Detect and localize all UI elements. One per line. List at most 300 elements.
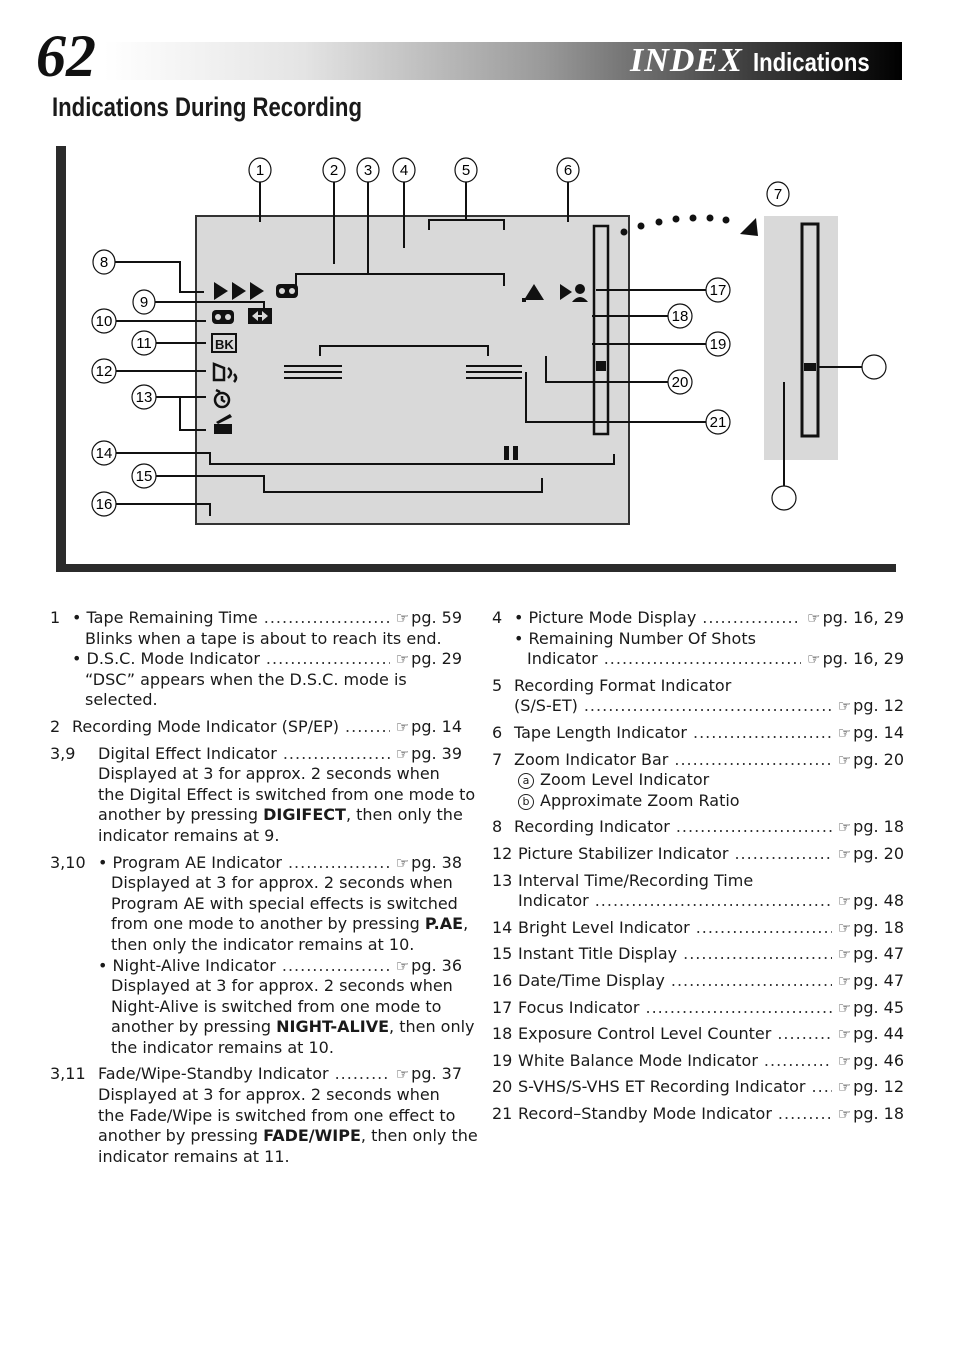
dot-leader	[676, 817, 832, 838]
dot-leader	[671, 971, 832, 992]
pointing-hand-icon: ☞	[837, 1078, 852, 1097]
page-reference	[836, 998, 904, 1019]
entry-text-main: indicator remains at 11.	[98, 1146, 290, 1166]
svg-text:20: 20	[671, 374, 689, 391]
entry-line	[50, 670, 462, 691]
entry-text-after: , then only the	[360, 1126, 478, 1146]
entry-text	[72, 649, 260, 670]
button-name: DIGIFECT	[263, 805, 346, 825]
header-band	[104, 42, 902, 80]
pointing-hand-icon: ☞	[807, 609, 821, 627]
indications-figure	[56, 146, 896, 574]
entry-line	[492, 944, 904, 965]
page-reference-text: pg. 47	[853, 944, 904, 964]
dot-leader	[288, 853, 390, 874]
entry-number: 6	[492, 722, 503, 742]
entry-text-main: selected.	[85, 690, 158, 710]
entry-text-main: Night-Alive is switched from one mode to	[111, 996, 442, 1016]
callout-b	[772, 486, 796, 510]
page-reference	[805, 649, 904, 670]
pointing-hand-icon: ☞	[837, 892, 852, 911]
dot-leader	[604, 649, 801, 670]
dot-leader	[282, 956, 390, 977]
entry-number: 3,11	[50, 1064, 86, 1084]
entry-text	[518, 1051, 758, 1072]
entry-line	[492, 998, 904, 1019]
entry-text-main: another by pressing	[111, 1017, 277, 1037]
entry-text-main: Record–Standby Mode Indicator	[518, 1103, 772, 1123]
svg-text:7: 7	[773, 186, 783, 203]
pointing-hand-icon: ☞	[807, 650, 821, 669]
page-reference	[836, 891, 904, 912]
entry-number: 5	[492, 675, 503, 695]
callout-13	[132, 385, 156, 409]
entry-line	[492, 1104, 904, 1125]
entry-text	[518, 1024, 771, 1045]
page-reference	[394, 608, 462, 629]
entry-number: 19	[492, 1050, 513, 1070]
entry-number: 7	[492, 749, 503, 769]
page-reference	[394, 744, 462, 765]
entry-text-main: • Tape Remaining Time	[72, 608, 258, 627]
page-reference	[836, 1051, 904, 1072]
entry-line	[50, 764, 462, 785]
dot-leader	[345, 717, 390, 738]
callout-7	[767, 182, 789, 206]
index-entry	[50, 608, 462, 711]
dot-leader	[674, 750, 831, 771]
viewfinder-diagram	[56, 146, 896, 574]
page-reference	[394, 853, 462, 874]
page-reference	[394, 1064, 462, 1085]
entry-number: 12	[492, 843, 513, 863]
entry-text-main: • Night-Alive Indicator	[98, 955, 276, 975]
entry-text-main: “DSC” appears when the D.S.C. mode is	[85, 669, 407, 689]
entry-text	[518, 1104, 772, 1125]
owl-face-icon	[276, 284, 298, 298]
entry-line	[492, 844, 904, 865]
callout-9	[133, 290, 155, 314]
page-reference-text: pg. 12	[853, 1077, 904, 1097]
page-reference-text: pg. 20	[853, 749, 904, 769]
page-reference-text: pg. 16, 29	[822, 649, 904, 669]
svg-text:12: 12	[95, 363, 113, 380]
index-entry	[492, 1051, 904, 1072]
entry-text	[514, 817, 670, 838]
entry-line	[50, 690, 462, 711]
entry-number: 3,9	[50, 743, 76, 763]
svg-text:16: 16	[95, 496, 113, 513]
entry-line	[50, 853, 462, 874]
index-entry	[492, 723, 904, 744]
callout-16	[92, 492, 116, 516]
svg-text:19: 19	[709, 336, 727, 353]
entry-line	[492, 608, 904, 629]
mini-zoom-level	[596, 361, 606, 371]
entry-text	[514, 723, 687, 744]
page-reference-text: pg. 59	[411, 608, 462, 627]
entry-text-main: Displayed at 3 for approx. 2 seconds when	[111, 873, 453, 893]
svg-text:11: 11	[136, 335, 152, 352]
page-reference-text: pg. 38	[411, 852, 462, 872]
zoom-level-indicator	[804, 363, 816, 371]
entry-text-main: Digital Effect Indicator	[98, 743, 277, 763]
index-entry	[492, 971, 904, 992]
entry-text-main: Focus Indicator	[518, 997, 640, 1017]
page-reference-text: pg. 14	[411, 716, 462, 736]
entry-number: 14	[492, 917, 513, 937]
dot-leader	[584, 696, 832, 717]
page-reference-text: pg. 14	[853, 722, 904, 742]
entry-text	[85, 670, 407, 691]
callout-21	[706, 410, 730, 434]
entry-text	[98, 826, 279, 847]
entry-text-main: • D.S.C. Mode Indicator	[72, 649, 260, 669]
entry-text	[518, 891, 589, 912]
entry-line	[492, 1077, 904, 1098]
entry-line	[50, 956, 462, 977]
entry-line	[50, 1147, 462, 1168]
section-title: Indications During Recording	[52, 92, 362, 122]
pointing-hand-icon: ☞	[837, 1051, 852, 1070]
entry-line	[50, 976, 462, 997]
dot-leader	[283, 744, 390, 765]
pointing-hand-icon: ☞	[837, 723, 852, 742]
entry-text	[98, 956, 276, 977]
callout-14	[92, 441, 116, 465]
entry-text	[111, 1017, 475, 1038]
entry-text	[85, 629, 442, 650]
entry-line	[492, 791, 904, 812]
svg-text:4: 4	[399, 162, 409, 179]
pointing-hand-icon: ☞	[395, 717, 410, 736]
entry-text	[85, 690, 158, 711]
figure-bottom-border	[56, 564, 896, 572]
dotted-arrow	[621, 215, 759, 237]
entry-number: 18	[492, 1024, 513, 1044]
pointing-hand-icon: ☞	[837, 918, 852, 937]
entry-line	[50, 1017, 475, 1038]
entry-number: 15	[492, 944, 513, 964]
entry-text-main: Instant Title Display	[518, 944, 678, 964]
page-reference-text: pg. 47	[853, 970, 904, 990]
entry-text	[518, 971, 665, 992]
entry-number: 16	[492, 970, 513, 990]
pointing-hand-icon: ☞	[837, 697, 852, 716]
callout-18	[668, 304, 692, 328]
svg-text:17: 17	[709, 282, 727, 299]
page-reference	[836, 971, 904, 992]
entry-number: 13	[492, 870, 513, 890]
dot-leader	[764, 1051, 832, 1072]
svg-text:6: 6	[563, 162, 573, 179]
index-entry	[492, 944, 904, 965]
page-reference-text: pg. 46	[853, 1050, 904, 1070]
entry-line	[492, 676, 904, 697]
index-entry	[492, 918, 904, 939]
entry-text-main: Indicator	[518, 891, 589, 911]
entry-text-main: • Remaining Number Of Shots	[514, 628, 756, 648]
entry-line	[50, 935, 462, 956]
index-entry	[492, 817, 904, 838]
entry-text-main: the Fade/Wipe is switched from one effect to	[98, 1105, 456, 1125]
page-reference	[394, 956, 462, 977]
entry-number: 1	[50, 608, 61, 627]
entry-text-main: Displayed at 3 for approx. 2 seconds when	[98, 1085, 440, 1105]
entry-line	[50, 1038, 462, 1059]
marker-b: b	[518, 794, 534, 810]
callout-2	[323, 158, 345, 182]
entry-line	[50, 649, 462, 670]
header-title	[630, 42, 890, 80]
button-name: P.AE	[424, 914, 464, 934]
svg-text:18: 18	[671, 308, 689, 325]
entry-text	[98, 1085, 440, 1106]
screen-display	[196, 216, 629, 524]
callout-19	[706, 332, 730, 356]
entry-text-main: Tape Length Indicator	[514, 722, 687, 742]
page-reference-text: pg. 45	[853, 997, 904, 1017]
svg-text:8: 8	[99, 254, 109, 271]
entry-text	[111, 976, 453, 997]
entry-text-main: Fade/Wipe-Standby Indicator	[98, 1064, 329, 1084]
svg-text:15: 15	[135, 468, 153, 485]
entry-text-main: Recording Mode Indicator (SP/EP)	[72, 716, 340, 736]
pointing-hand-icon: ☞	[837, 750, 852, 769]
dot-leader	[734, 844, 831, 865]
page-reference-text: pg. 29	[411, 649, 462, 669]
entry-text	[98, 853, 282, 874]
entry-line	[492, 1024, 904, 1045]
entry-text-main: Recording Format Indicator	[514, 675, 732, 695]
entry-text	[518, 770, 709, 791]
dot-leader	[777, 1024, 831, 1045]
callout-5	[455, 158, 477, 182]
page-reference-text: pg. 16, 29	[822, 608, 904, 627]
entry-line	[492, 723, 904, 744]
svg-text:3: 3	[363, 162, 373, 179]
pointing-hand-icon: ☞	[837, 1025, 852, 1044]
entry-text-main: • Picture Mode Display	[514, 608, 697, 627]
entry-line	[492, 871, 904, 892]
page-reference	[836, 817, 904, 838]
entry-text	[518, 944, 677, 965]
index-entry	[492, 871, 904, 912]
index-entry	[492, 750, 904, 812]
entry-text	[518, 998, 639, 1019]
page-reference	[836, 918, 904, 939]
entry-text	[514, 608, 696, 629]
page-reference-text: pg. 44	[853, 1024, 904, 1044]
svg-text:13: 13	[135, 389, 153, 406]
page-reference	[836, 944, 904, 965]
page-reference	[805, 608, 904, 629]
dot-leader	[696, 918, 832, 939]
page-reference	[836, 696, 904, 717]
index-entry	[492, 1077, 904, 1098]
figure-left-border	[56, 146, 66, 572]
entry-line	[492, 696, 904, 717]
entry-text-main: White Balance Mode Indicator	[518, 1050, 758, 1070]
entry-text-main: Program AE with special effects is switched	[111, 893, 458, 913]
entry-text	[518, 844, 728, 865]
entry-text-after: , then only	[389, 1017, 475, 1037]
entry-text-main: Indicator	[527, 649, 598, 669]
pointing-hand-icon: ☞	[837, 1104, 852, 1123]
page-reference	[836, 723, 904, 744]
entry-text	[111, 935, 414, 956]
entry-text-main: the indicator remains at 10.	[111, 1037, 334, 1057]
entry-text	[514, 629, 756, 650]
entry-text	[98, 764, 440, 785]
dot-leader	[702, 608, 801, 629]
entry-text	[98, 1147, 290, 1168]
entry-number: 2	[50, 716, 61, 736]
page-reference-text: pg. 12	[853, 696, 904, 716]
page-number: 62	[36, 23, 96, 89]
entry-text-main: another by pressing	[98, 1126, 264, 1146]
svg-text:1: 1	[255, 162, 265, 179]
entry-number: 3,10	[50, 852, 86, 872]
dot-leader	[266, 649, 390, 670]
index-entry	[50, 1064, 478, 1167]
dot-leader	[595, 891, 832, 912]
pointing-hand-icon: ☞	[837, 945, 852, 964]
entry-number: 21	[492, 1103, 513, 1123]
callout-8	[93, 250, 115, 274]
page-reference-text: pg. 39	[411, 743, 462, 763]
entry-number: 4	[492, 608, 503, 627]
entry-line	[50, 826, 462, 847]
svg-text:9: 9	[139, 294, 149, 311]
bk-icon	[212, 334, 236, 352]
entry-line	[50, 914, 469, 935]
index-entry	[50, 852, 475, 1059]
page-reference-text: pg. 18	[853, 917, 904, 937]
entry-line	[492, 629, 904, 650]
callout-20	[668, 370, 692, 394]
entry-text	[72, 717, 339, 738]
entry-text	[98, 1126, 478, 1147]
callout-3	[357, 158, 379, 182]
page-reference-text: pg. 36	[411, 955, 462, 975]
index-entry	[492, 676, 904, 717]
entry-line	[50, 1064, 462, 1085]
entry-line	[50, 1106, 462, 1127]
dot-leader	[645, 998, 831, 1019]
entry-line	[492, 770, 904, 791]
entry-text-main: from one mode to another by pressing	[111, 914, 425, 934]
entry-text	[518, 871, 753, 892]
callout-a	[862, 355, 886, 379]
svg-text:5: 5	[461, 162, 471, 179]
entry-line	[50, 1085, 462, 1106]
svg-text:21: 21	[709, 414, 727, 431]
entry-line	[492, 971, 904, 992]
pointing-hand-icon: ☞	[395, 609, 410, 627]
entry-line	[50, 744, 462, 765]
button-name: FADE/WIPE	[263, 1126, 361, 1146]
entry-line	[492, 649, 904, 670]
entry-text	[518, 791, 740, 812]
entry-text-main: then only the indicator remains at 10.	[111, 934, 415, 954]
entry-text	[98, 1064, 329, 1085]
page-reference	[394, 649, 462, 670]
owl-face-icon-2	[212, 310, 234, 324]
entry-text-main: Blinks when a tape is about to reach its end.	[85, 628, 442, 648]
entry-text-main: another by pressing	[98, 805, 264, 825]
entry-text-main: Displayed at 3 for approx. 2 seconds when	[111, 976, 453, 996]
double-arrow-icon	[248, 308, 272, 324]
button-name: NIGHT-ALIVE	[276, 1017, 390, 1037]
header-main: INDEX	[630, 42, 743, 79]
entry-text-after: , then only the	[345, 805, 463, 825]
callout-10	[92, 309, 116, 333]
entry-text-main: Picture Stabilizer Indicator	[518, 843, 729, 863]
entry-line	[50, 629, 462, 650]
pointing-hand-icon: ☞	[395, 650, 410, 669]
entry-number: 8	[492, 817, 503, 837]
entry-text-main: Zoom Level Indicator	[540, 770, 710, 790]
entry-line	[50, 894, 462, 915]
page-reference-text: pg. 48	[853, 891, 904, 911]
entry-line	[492, 817, 904, 838]
entry-text	[111, 873, 453, 894]
entry-text	[111, 894, 458, 915]
entry-text-main: indicator remains at 9.	[98, 825, 280, 845]
entry-text-main: Exposure Control Level Counter	[518, 1024, 772, 1044]
entry-text	[98, 1106, 455, 1127]
page-reference-text: pg. 18	[853, 1103, 904, 1123]
page-reference-text: pg. 20	[853, 843, 904, 863]
page-reference-text: pg. 18	[853, 817, 904, 837]
entry-text	[518, 918, 690, 939]
marker-a: a	[518, 773, 534, 789]
entry-text	[98, 785, 475, 806]
entry-text	[518, 1077, 806, 1098]
dot-leader	[778, 1104, 832, 1125]
pointing-hand-icon: ☞	[395, 956, 410, 975]
page-reference	[836, 844, 904, 865]
index-entry	[492, 998, 904, 1019]
page-reference	[836, 1077, 904, 1098]
page-reference	[836, 750, 904, 771]
entry-line	[50, 997, 462, 1018]
svg-text:2: 2	[329, 162, 339, 179]
entry-text-main: Displayed at 3 for approx. 2 seconds when	[98, 764, 440, 784]
entry-text-main: Bright Level Indicator	[518, 917, 690, 937]
entry-text	[111, 914, 468, 935]
entry-text-main: Interval Time/Recording Time	[518, 870, 754, 890]
entry-line	[492, 891, 904, 912]
pointing-hand-icon: ☞	[837, 818, 852, 837]
entry-line	[50, 784, 476, 806]
right-column	[492, 608, 904, 1130]
entry-line	[492, 1051, 904, 1072]
index-entry	[50, 717, 462, 738]
page-reference	[836, 1024, 904, 1045]
pointing-hand-icon: ☞	[395, 744, 410, 763]
header-sub: Indications	[752, 47, 870, 77]
dot-leader	[693, 723, 832, 744]
callout-15	[132, 464, 156, 488]
index-entry	[492, 844, 904, 865]
callout-6	[557, 158, 579, 182]
entry-text	[72, 608, 258, 629]
dot-leader	[264, 608, 390, 629]
svg-text:14: 14	[95, 445, 113, 462]
index-entry	[492, 1024, 904, 1045]
